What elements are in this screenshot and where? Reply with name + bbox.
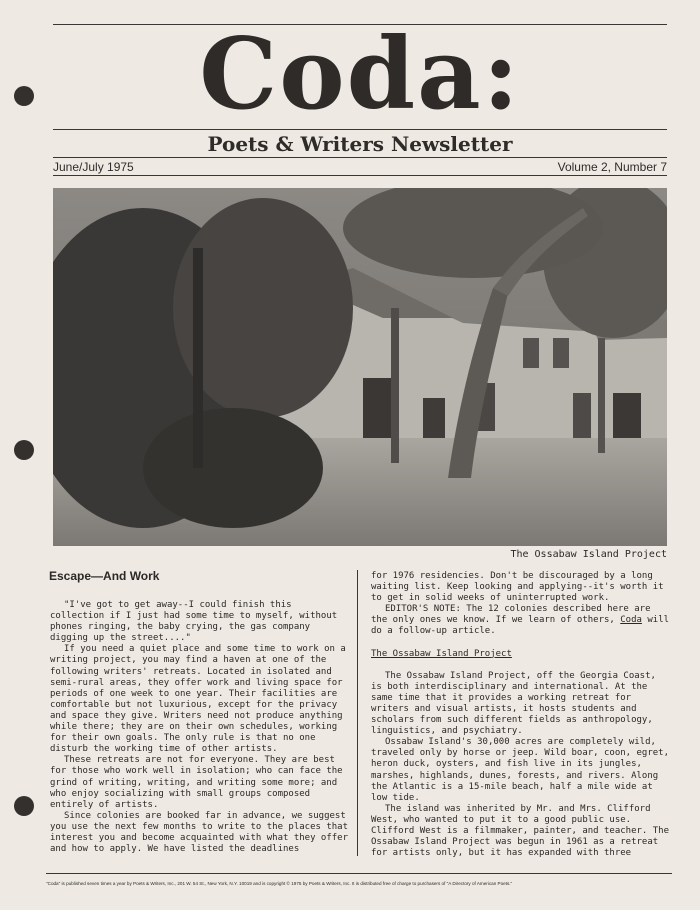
article-paragraph: Since colonies are booked far in advance, we suggest you use the next few months to write to the places that interest you and become acquainted with what they offer and how to apply. We have listed the deadlines [50,810,349,855]
issue-date: June/July 1975 [53,160,134,174]
article-paragraph: These retreats are not for everyone. They are best for those who work well in isolation; who can face the grind of writing, writing, and writing some more; and who enjoy socializing with small groups composed entirely of artists. [50,755,343,810]
article-paragraph: The island was inherited by Mr. and Mrs. Clifford West, who wanted to put it to a good public use. Clifford West is a filmmaker, painter, and teacher. The Ossabaw Island Project was begun in 1961 as a retreat for artists only, but it has expanded with three [371,803,670,859]
subtitle-rule [53,157,667,158]
masthead-subtitle: Poets & Writers Newsletter [207,132,513,156]
column-divider [357,570,358,856]
footer-rule [46,873,672,874]
article-left-column [50,600,350,855]
article-paragraph: If you need a quiet place and some time to work on a writing project, you may find a haven at one of the following writers' retreats. Located in isolated and semi-rural areas, they offer work and living space for periods of one week to one year. Their facilities are comfortable but not luxurious, except for the privacy and space they give. Writers need not produce anything while there; they are on their own schedules, working for their own goals. The only rule is that no one disturb the working time of other artists. [50,644,346,755]
article-paragraph: The Ossabaw Island Project, off the Georgia Coast, is both interdisciplinary and international. At the same time that it provides a working retreat for writers and visual artists, it hosts students and scholars from such different fields as anthropology, linguistics, and psychiatry. [371,670,656,737]
editors-note-text: will do a follow-up article. [371,615,670,637]
article-heading: Escape—And Work [49,569,160,583]
section-heading: The Ossabaw Island Project [371,648,512,659]
issue-volume: Volume 2, Number 7 [557,160,667,174]
coda-reference: Coda [620,615,642,626]
binder-hole [14,86,34,106]
article-right-column [371,571,671,859]
editors-note [371,604,671,637]
photo-illustration [53,188,667,546]
masthead-rule [53,129,667,130]
article-paragraph: "I've got to get away--I could finish this collection if I just had some time to myself, without phones ringing, the baby crying, the gas company digging up the street...." [50,600,338,644]
ossabaw-photo [53,188,667,546]
binder-hole [14,796,34,816]
editors-note-text: EDITOR'S NOTE: The 12 colonies described here are the only ones we know. If we learn of others, [371,604,651,626]
dateline-rule [53,175,667,176]
photo-caption: The Ossabaw Island Project [510,549,667,560]
article-paragraph: for 1976 residencies. Don't be discouraged by a long waiting list. Keep looking and applying--it's worth it to get in solid weeks of uninterrupted work. [371,571,664,604]
publication-footer: "Coda" is published seven times a year by Poets & Writers, Inc., 201 W. 54 St., New York, N.Y. 10019 and is copyright © 1975 by Poets & Writers, Inc. It is distributed free of charge to purchasers of "A Directory of American Poets." [46,881,513,886]
article-paragraph: Ossabaw Island's 30,000 acres are completely wild, traveled only by horse or jeep. Wild boar, coon, egret, heron duck, oysters, and fish live in its jungles, marshes, highlands, dunes, forests, and rivers. Along the Atlantic is a 15-mile beach, half a mile wide at low tide. [371,737,670,803]
masthead-title: Coda: [199,17,521,132]
binder-hole [14,440,34,460]
